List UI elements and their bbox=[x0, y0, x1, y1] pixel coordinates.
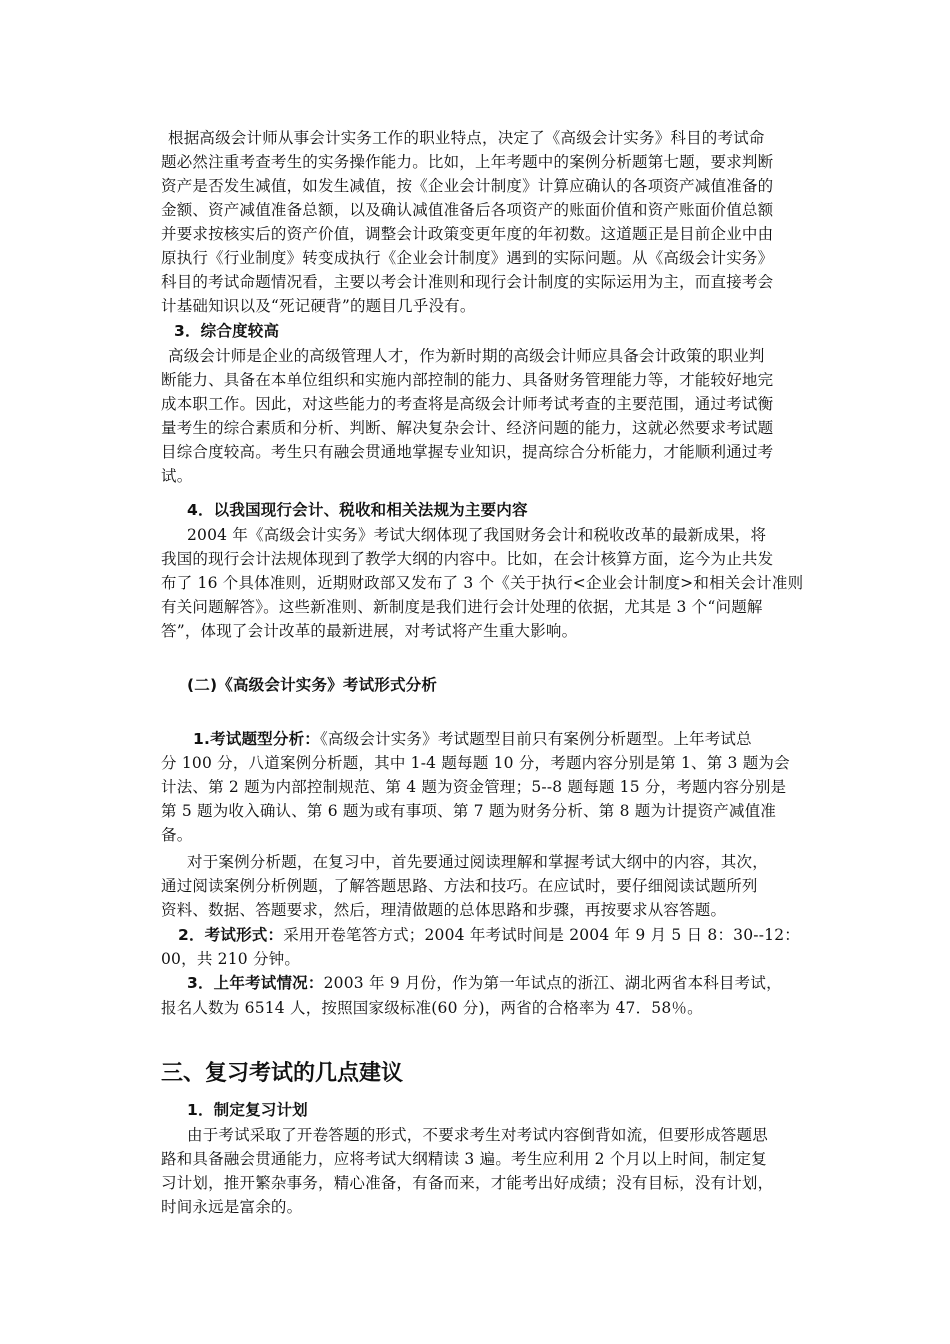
paragraph-2-line: 试。 bbox=[161, 467, 193, 485]
item-1-line: 第 5 题为收入确认、第 6 题为或有事项、第 7 题为财务分析、第 8 题为计提资产减值准 bbox=[161, 802, 777, 820]
paragraph-4-line: 通过阅读案例分析例题，了解答题思路、方法和技巧。在应试时，要仔细阅读试题所列 bbox=[161, 877, 758, 895]
item-3-text: 2003 年 9 月份，作为第一年试点的浙江、湖北两省本科目考试， bbox=[323, 974, 782, 992]
paragraph-2-line: 成本职工作。因此，对这些能力的考查将是高级会计师考试考查的主要范围，通过考试衡 bbox=[161, 395, 774, 413]
paragraph-2-line: 高级会计师是企业的高级管理人才，作为新时期的高级会计师应具备会计政策的职业判 bbox=[168, 347, 765, 365]
paragraph-3-line: 答”，体现了会计改革的最新进展，对考试将产生重大影响。 bbox=[161, 622, 578, 640]
paragraph-1-line: 原执行《行业制度》转变成执行《企业会计制度》遇到的实际问题。从《高级会计实务》 bbox=[161, 249, 774, 267]
paragraph-2-line: 目综合度较高。考生只有融会贯通地掌握专业知识，提高综合分析能力，才能顺利通过考 bbox=[161, 443, 774, 461]
section-3-title: 三、复习考试的几点建议 bbox=[161, 1061, 404, 1086]
paragraph-1-line: 根据高级会计师从事会计实务工作的职业特点，决定了《高级会计实务》科目的考试命 bbox=[168, 129, 765, 147]
heading-laws-regulations: 4．以我国现行会计、税收和相关法规为主要内容 bbox=[187, 501, 528, 519]
item-1-line: 计法、第 2 题为内部控制规范、第 4 题为资金管理；5--8 题每题 15 分，考题内容分别是 bbox=[161, 778, 787, 796]
paragraph-5-line: 由于考试采取了开卷答题的形式，不要求考生对考试内容倒背如流，但要形成答题思 bbox=[187, 1126, 768, 1144]
paragraph-2-line: 断能力、具备在本单位组织和实施内部控制的能力、具备财务管理能力等，才能较好地完 bbox=[161, 371, 774, 389]
paragraph-1-line: 并要求按核实后的资产价值，调整会计政策变更年度的年初数。这道题正是目前企业中由 bbox=[161, 225, 774, 243]
paragraph-1-line: 计基础知识以及“死记硬背”的题目几乎没有。 bbox=[161, 297, 476, 315]
paragraph-3-line: 有关问题解答》。这些新准则、新制度是我们进行会计处理的依据，尤其是 3 个“问题解 bbox=[161, 598, 763, 616]
paragraph-5-line: 习计划，推开繁杂事务，精心准备，有备而来，才能考出好成绩；没有目标，没有计划， bbox=[161, 1174, 774, 1192]
paragraph-2-line: 量考生的综合素质和分析、判断、解决复杂会计、经济问题的能力，这就必然要求考试题 bbox=[161, 419, 774, 437]
item-2-text: 采用开卷笔答方式；2004 年考试时间是 2004 年 9 月 5 日 8：30--12： bbox=[283, 926, 801, 944]
item-3-line: 报名人数为 6514 人，按照国家级标准(60 分)，两省的合格率为 47．58％。 bbox=[161, 999, 703, 1017]
paragraph-1-line: 金额、资产减值准备总额，以及确认减值准备后各项资产的账面价值和资产账面价值总额 bbox=[161, 201, 774, 219]
paragraph-1-line: 资产是否发生减值，如发生减值，按《企业会计制度》计算应确认的各项资产减值准备的 bbox=[161, 177, 774, 195]
paragraph-4-line: 资料、数据、答题要求，然后，理清做题的总体思路和步骤，再按要求从容答题。 bbox=[161, 901, 727, 919]
item-1-line: 分 100 分，八道案例分析题，其中 1-4 题每题 10 分，考题内容分别是第 1、第 3 题为会 bbox=[161, 754, 790, 772]
paragraph-1-line: 题必然注重考查考生的实务操作能力。比如，上年考题中的案例分析题第七题，要求判断 bbox=[161, 153, 774, 171]
subsection-exam-format: (二)《高级会计实务》考试形式分析 bbox=[187, 676, 438, 694]
heading-study-plan: 1．制定复习计划 bbox=[187, 1101, 308, 1119]
item-2-first-line bbox=[178, 923, 800, 947]
paragraph-3-line: 2004 年《高级会计实务》考试大纲体现了我国财务会计和税收改革的最新成果，将 bbox=[187, 526, 767, 544]
paragraph-1-line: 科目的考试命题情况看，主要以考会计准则和现行会计制度的实际运用为主，而直接考会 bbox=[161, 273, 774, 291]
paragraph-4-line: 对于案例分析题，在复习中，首先要通过阅读理解和掌握考试大纲中的内容，其次， bbox=[187, 853, 768, 871]
heading-comprehensiveness: 3．综合度较高 bbox=[174, 322, 280, 340]
paragraph-3-line: 布了 16 个具体准则，近期财政部又发布了 3 个《关于执行<企业会计制度>和相关会计准则 bbox=[161, 574, 804, 592]
paragraph-3-line: 我国的现行会计法规体现到了教学大纲的内容中。比如，在会计核算方面，迄今为止共发 bbox=[161, 550, 774, 568]
paragraph-5-line: 路和具备融会贯通能力，应将考试大纲精读 3 遍。考生应利用 2 个月以上时间，制定复 bbox=[161, 1150, 767, 1168]
item-2-label: 2．考试形式： bbox=[178, 926, 284, 944]
item-3-label: 3．上年考试情况： bbox=[187, 974, 324, 992]
item-1-first-line bbox=[193, 727, 752, 751]
item-3-first-line bbox=[187, 971, 782, 995]
paragraph-5-line: 时间永远是富余的。 bbox=[161, 1198, 303, 1216]
item-1-line: 备。 bbox=[161, 826, 193, 844]
item-1-label: 1.考试题型分析： bbox=[193, 730, 320, 748]
item-1-text: 《高级会计实务》考试题型目前只有案例分析题型。上年考试总 bbox=[319, 730, 752, 748]
item-2-line: 00，共 210 分钟。 bbox=[161, 950, 301, 968]
